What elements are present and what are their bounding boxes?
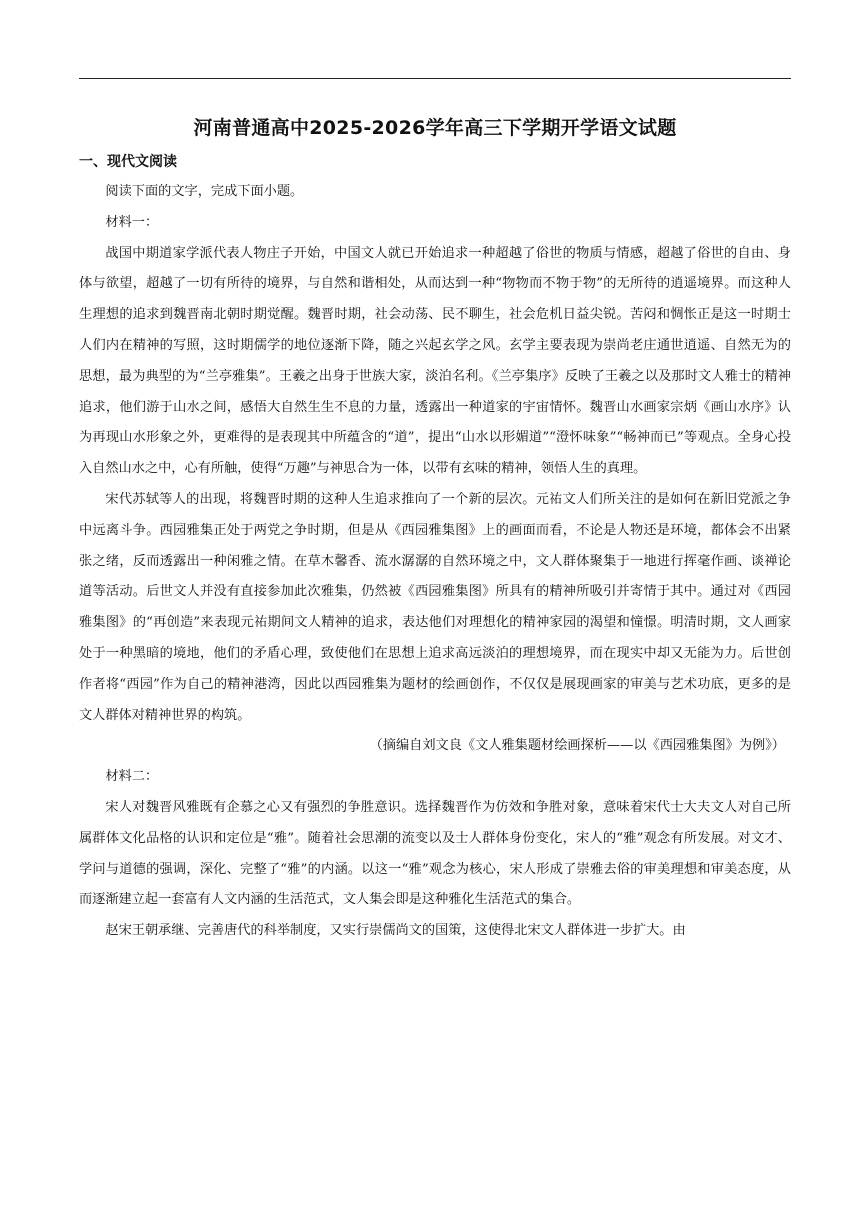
material-two-paragraph-1: 宋人对魏晋风雅既有企慕之心又有强烈的争胜意识。选择魏晋作为仿效和争胜对象，意味着宋代士大夫文人对自己所属群体文化品格的认识和定位是“雅”。随着社会思潮的流变以及士人群体身份变化，宋人的“雅”观念有所发展。对文才、学问与道德的强调，深化、完整了“雅”的内涵。以这一“雅”观念为核心，宋人形成了崇雅去俗的审美理想和审美态度，从而逐渐建立起一套富有人文内涵的生活范式，文人集会即是这种雅化生活范式的集合。: [79, 799, 791, 908]
header-rule: [79, 78, 791, 79]
material-two-label: 材料二：: [105, 769, 159, 785]
material-two-paragraph-2: 赵宋王朝承继、完善唐代的科举制度，又实行崇儒尚文的国策，这使得北宋文人群体进一步扩大。由: [105, 923, 686, 939]
material-one-paragraph-1: 战国中期道家学派代表人物庄子开始，中国文人就已开始追求一种超越了俗世的物质与情感，超越了俗世的自由、身体与欲望，超越了一切有所待的境界，与自然和谐相处，从而达到一种“物物而不物于物”的无所待的逍遥境界。而这种人生理想的追求到魏晋南北朝时期觉醒。魏晋时期，社会动荡、民不聊生，社会危机日益尖锐。苦闷和惆怅正是这一时期士人们内在精神的写照，这时期儒学的地位逐渐下降，随之兴起玄学之风。玄学主要表现为崇尚老庄通世逍遥、自然无为的思想，最为典型的为“兰亭雅集”。王羲之出身于世族大家，淡泊名利。《兰亭集序》反映了王羲之以及那时文人雅士的精神追求，他们游于山水之间，感悟大自然生生不息的力量，透露出一种道家的宇宙情怀。魏晋山水画家宗炳《画山水序》认为再现山水形象之外，更难得的是表现其中所蕴含的“道”，提出“山水以形媚道”“澄怀味象”“畅神而已”等观点。全身心投入自然山水之中，心有所触，使得“万趣”与神思合为一体，以带有玄味的精神，领悟人生的真理。: [79, 245, 791, 477]
material-one-paragraph-2: 宋代苏轼等人的出现，将魏晋时期的这种人生追求推向了一个新的层次。元祐文人们所关注的是如何在新旧党派之争中远离斗争。西园雅集正处于两党之争时期，但是从《西园雅集图》上的画面而看，不论是人物还是环境，都体会不出紧张之绪，反而透露出一种闲雅之情。在草木馨香、流水潺潺的自然环境之中，文人群体聚集于一地进行挥毫作画、谈禅论道等活动。后世文人并没有直接参加此次雅集，仍然被《西园雅集图》所具有的精神所吸引并寄情于其中。通过对《西园雅集图》的“再创造”来表现元祐期间文人精神的追求，表达他们对理想化的精神家园的渴望和憧憬。明清时期，文人画家处于一种黑暗的境地，他们的矛盾心理，致使他们在思想上追求高远淡泊的理想境界，而在现实中却又无能为力。后世创作者将“西园”作为自己的精神港湾，因此以西园雅集为题材的绘画创作，不仅仅是展现画家的审美与艺术功底，更多的是文人群体对精神世界的构筑。: [79, 491, 791, 723]
instruction-text: 阅读下面的文字，完成下面小题。: [105, 184, 304, 199]
material-one-source: （摘编自刘文良《文人雅集题材绘画探析——以《西园雅集图》为例》）: [369, 738, 785, 754]
section-heading: 一、现代文阅读: [79, 154, 177, 170]
material-one-label: 材料一：: [105, 214, 159, 230]
document-title: 河南普通高中2025-2026学年高三下学期开学语文试题: [193, 117, 677, 139]
document-body: [79, 177, 791, 947]
